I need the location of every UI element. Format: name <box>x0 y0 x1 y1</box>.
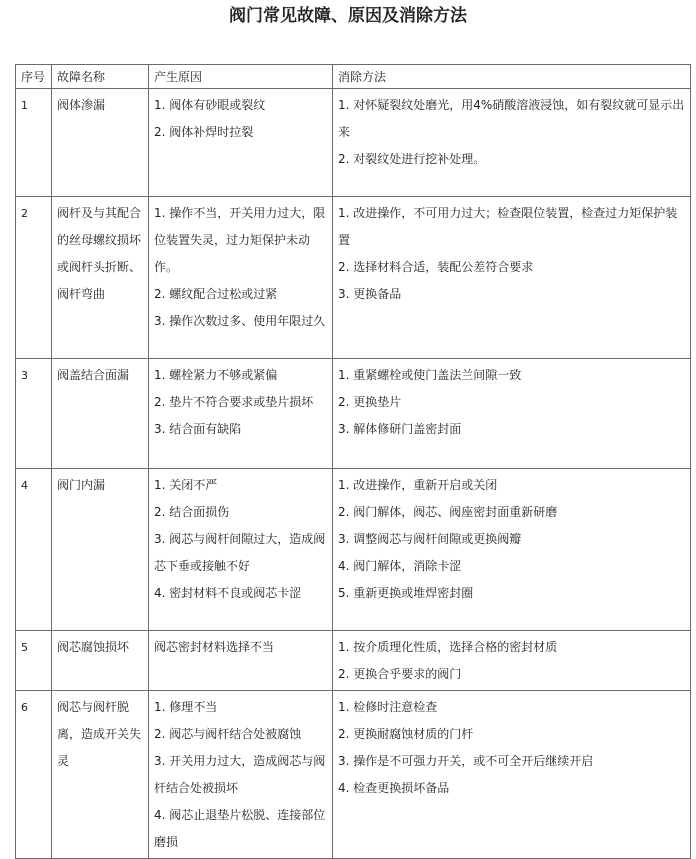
remedy-item: 5. 重新更换或堆焊密封圈 <box>338 586 474 600</box>
row-remedies <box>333 631 691 691</box>
row-fault-name: 阀体渗漏 <box>52 89 149 197</box>
cause-item: 3. 操作次数过多、使用年限过久 <box>154 314 326 328</box>
row-causes <box>149 197 333 359</box>
row-remedies <box>333 691 691 859</box>
remedy-item: 1. 检修时注意检查 <box>338 700 438 714</box>
remedy-item: 3. 调整阀芯与阀杆间隙或更换阀瓣 <box>338 532 522 546</box>
header-remedy: 消除方法 <box>333 65 691 89</box>
row-causes <box>149 89 333 197</box>
cause-item: 2. 垫片不符合要求或垫片损坏 <box>154 395 314 409</box>
cause-item: 2. 螺纹配合过松或过紧 <box>154 287 278 301</box>
header-index: 序号 <box>16 65 52 89</box>
row-index: 4 <box>16 469 52 631</box>
row-causes <box>149 631 333 691</box>
remedy-item: 2. 更换垫片 <box>338 395 402 409</box>
cause-item: 4. 密封材料不良或阀芯卡涩 <box>154 586 302 600</box>
remedy-item: 2. 更换耐腐蚀材质的门杆 <box>338 727 474 741</box>
row-causes <box>149 691 333 859</box>
cause-item: 3. 结合面有缺陷 <box>154 422 242 436</box>
remedy-item: 2. 更换合乎要求的阀门 <box>338 667 462 681</box>
row-remedies <box>333 469 691 631</box>
remedy-item: 3. 操作是不可强力开关，或不可全开后继续开启 <box>338 754 594 768</box>
row-fault-name: 阀杆及与其配合的丝母螺纹损坏或阀杆头折断、阀杆弯曲 <box>52 197 149 359</box>
table-row <box>16 469 691 631</box>
row-remedies <box>333 197 691 359</box>
page-title: 阀门常见故障、原因及消除方法 <box>229 6 467 26</box>
row-remedies <box>333 359 691 469</box>
table-row <box>16 631 691 691</box>
row-fault-name: 阀芯与阀杆脱离，造成开关失灵 <box>52 691 149 859</box>
cause-item: 阀芯密封材料选择不当 <box>154 640 275 654</box>
cause-item: 1. 螺栓紧力不够或紧偏 <box>154 368 278 382</box>
remedy-item: 1. 对怀疑裂纹处磨光，用4%硝酸溶液浸蚀，如有裂纹就可显示出来 <box>338 98 685 139</box>
cause-item: 1. 阀体有砂眼或裂纹 <box>154 98 266 112</box>
cause-item: 1. 关闭不严 <box>154 478 218 492</box>
cause-item: 3. 阀芯与阀杆间隙过大，造成阀芯下垂或接触不好 <box>154 532 326 573</box>
remedy-item: 1. 按介质理化性质，选择合格的密封材质 <box>338 640 558 654</box>
cause-item: 2. 结合面损伤 <box>154 505 230 519</box>
table-row <box>16 89 691 197</box>
cause-item: 2. 阀体补焊时拉裂 <box>154 125 254 139</box>
row-index: 5 <box>16 631 52 691</box>
row-index: 2 <box>16 197 52 359</box>
header-cause: 产生原因 <box>149 65 333 89</box>
fault-table <box>15 64 691 859</box>
remedy-item: 3. 更换备品 <box>338 287 402 301</box>
row-index: 1 <box>16 89 52 197</box>
row-fault-name: 阀门内漏 <box>52 469 149 631</box>
table-header-row <box>16 65 691 89</box>
row-fault-name: 阀芯腐蚀损坏 <box>52 631 149 691</box>
row-index: 3 <box>16 359 52 469</box>
cause-item: 1. 操作不当，开关用力过大，限位装置失灵，过力矩保护未动作。 <box>154 206 326 274</box>
remedy-item: 3. 解体修研门盖密封面 <box>338 422 462 436</box>
row-index: 6 <box>16 691 52 859</box>
remedy-item: 4. 检查更换损坏备品 <box>338 781 450 795</box>
remedy-item: 1. 改进操作，不可用力过大；检查限位装置，检查过力矩保护装置 <box>338 206 678 247</box>
row-causes <box>149 469 333 631</box>
remedy-item: 2. 选择材料合适，装配公差符合要求 <box>338 260 534 274</box>
remedy-item: 1. 改进操作，重新开启或关闭 <box>338 478 498 492</box>
header-fault-name: 故障名称 <box>52 65 149 89</box>
table-row <box>16 691 691 859</box>
remedy-item: 2. 阀门解体，阀芯、阀座密封面重新研磨 <box>338 505 558 519</box>
remedy-item: 1. 重紧螺栓或使门盖法兰间隙一致 <box>338 368 522 382</box>
cause-item: 2. 阀芯与阀杆结合处被腐蚀 <box>154 727 302 741</box>
remedy-item: 2. 对裂纹处进行挖补处理。 <box>338 152 486 166</box>
row-causes <box>149 359 333 469</box>
cause-item: 1. 修理不当 <box>154 700 218 714</box>
cause-item: 3. 开关用力过大，造成阀芯与阀杆结合处被损坏 <box>154 754 326 795</box>
row-fault-name: 阀盖结合面漏 <box>52 359 149 469</box>
remedy-item: 4. 阀门解体，消除卡涩 <box>338 559 462 573</box>
cause-item: 4. 阀芯止退垫片松脱、连接部位磨损 <box>154 808 326 849</box>
row-remedies <box>333 89 691 197</box>
table-row <box>16 359 691 469</box>
table-row <box>16 197 691 359</box>
